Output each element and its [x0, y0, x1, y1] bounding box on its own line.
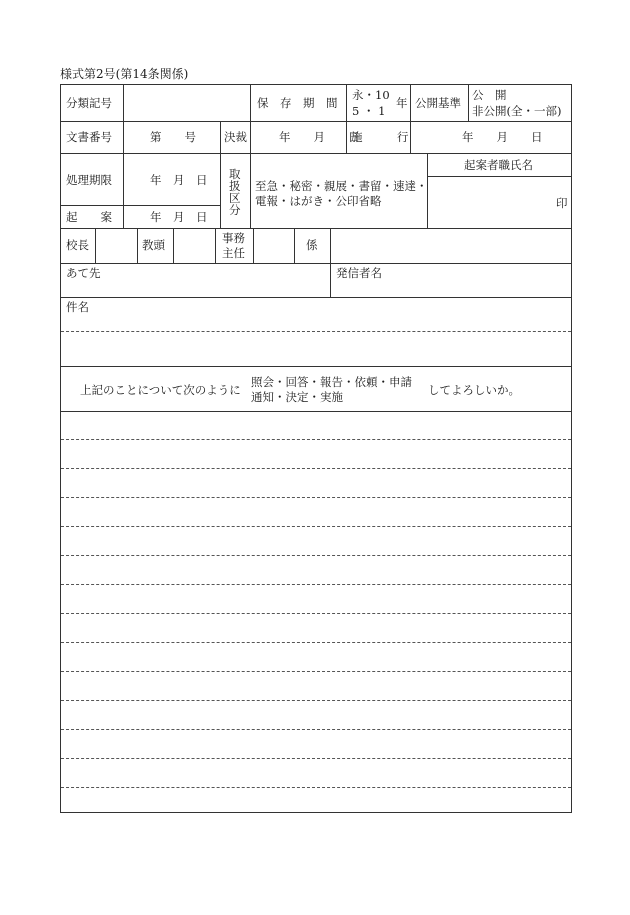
col-divider: [123, 153, 124, 228]
col-divider: [410, 121, 411, 153]
principal-label: 校長: [66, 238, 89, 252]
subject-field[interactable]: [61, 313, 571, 365]
approval-label: 決裁: [224, 130, 247, 144]
col-divider: [215, 228, 216, 263]
approval-date-field[interactable]: 年 月 日: [279, 130, 360, 144]
retention-option-short[interactable]: 5 ・ 1: [352, 104, 386, 118]
disclosure-label: 公開基準: [415, 96, 461, 110]
statement-prefix: 上記のことについて次のように: [80, 383, 241, 397]
vice-principal-label: 教頭: [142, 238, 165, 252]
statement-suffix: してよろしいか。: [428, 383, 520, 397]
row-divider: [60, 121, 572, 122]
deadline-label: 処理期限: [66, 173, 112, 187]
col-divider: [410, 84, 411, 121]
col-divider: [294, 228, 295, 263]
handling-options[interactable]: 電報・はがき・公印省略: [255, 194, 382, 208]
col-divider: [250, 153, 251, 228]
draft-date-field[interactable]: 年 月 日: [150, 210, 208, 224]
statement-options[interactable]: 通知・決定・実施: [251, 390, 343, 404]
disclosure-nonpublic-option[interactable]: 非公開(全・一部): [472, 104, 562, 118]
col-divider: [137, 228, 138, 263]
principal-seal-box[interactable]: [96, 229, 136, 262]
row-divider: [60, 153, 572, 154]
col-divider: [468, 84, 469, 121]
retention-year-label: 年: [396, 96, 408, 110]
handling-label-char: 取: [229, 167, 241, 181]
handling-options[interactable]: 至急・秘密・親展・書留・速達・: [255, 179, 428, 193]
office-chief-seal-box[interactable]: [254, 229, 293, 262]
sender-field[interactable]: [331, 280, 571, 296]
classification-field[interactable]: [124, 85, 249, 120]
disclosure-public-option[interactable]: 公 開: [472, 88, 507, 102]
seal-label: 印: [556, 196, 568, 210]
subject-label: 件名: [66, 300, 89, 314]
col-divider: [346, 84, 347, 121]
row-divider: [60, 366, 572, 367]
row-divider: [60, 263, 572, 264]
addressee-label: あて先: [66, 266, 101, 280]
handling-label-char: 分: [229, 203, 241, 217]
form-caption: 様式第2号(第14条関係): [60, 67, 189, 81]
handling-label-char: 区: [229, 191, 241, 205]
statement-options[interactable]: 照会・回答・報告・依頼・申請: [251, 375, 412, 389]
classification-label: 分類記号: [66, 96, 112, 110]
doc-number-label: 文書番号: [66, 130, 112, 144]
vice-principal-seal-box[interactable]: [174, 229, 214, 262]
row-divider: [60, 205, 220, 206]
col-divider: [220, 121, 221, 153]
col-divider: [250, 121, 251, 153]
office-chief-label: 事務: [222, 231, 245, 245]
enforcement-label: 施 行: [351, 130, 409, 144]
addressee-field[interactable]: [61, 280, 329, 296]
retention-option-long[interactable]: 永・10: [352, 88, 390, 102]
sender-label: 発信者名: [336, 266, 382, 280]
drafter-name-field[interactable]: [428, 177, 571, 227]
body-text-area[interactable]: [61, 412, 571, 812]
doc-number-field[interactable]: 第 号: [150, 130, 196, 144]
enforcement-date-field[interactable]: 年 月 日: [462, 130, 543, 144]
staff-label: 係: [306, 238, 318, 252]
drafter-name-label: 起案者職氏名: [464, 158, 533, 172]
retention-label: 保 存 期 間: [257, 96, 338, 110]
staff-seal-box[interactable]: [331, 229, 571, 262]
col-divider: [220, 153, 221, 228]
col-divider: [250, 84, 251, 121]
draft-label: 起 案: [66, 210, 112, 224]
deadline-date-field[interactable]: 年 月 日: [150, 173, 208, 187]
row-divider: [60, 297, 572, 298]
office-chief-label: 主任: [222, 246, 245, 260]
col-divider: [123, 121, 124, 153]
handling-label-char: 扱: [229, 179, 241, 193]
